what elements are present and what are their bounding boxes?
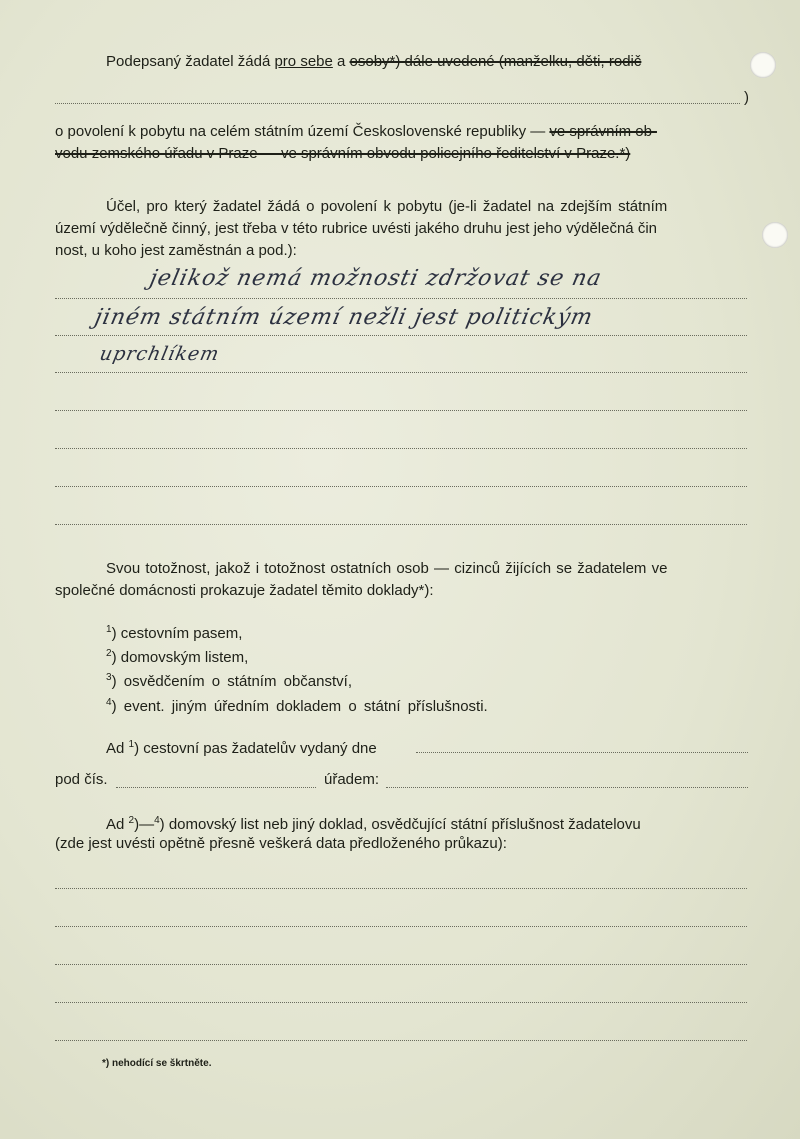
passport-office-field[interactable] (386, 787, 748, 788)
handwritten-pro-sebe: pro sebe (274, 53, 333, 70)
fill-line (55, 964, 747, 965)
fill-line (55, 888, 747, 889)
passport-date-field[interactable] (416, 752, 748, 753)
struck-text: ve správním ob- (549, 123, 657, 140)
struck-text: osoby*) dále uvedené (manželku, děti, rodič (349, 53, 642, 70)
fill-line (55, 298, 747, 299)
domicile-line1: Ad $^2$)—$^4$) domovský list neb jiný doklad, osvědčující státní příslušnost žadatelovu (106, 815, 641, 833)
punch-hole-top (750, 52, 776, 78)
fill-line (55, 1002, 747, 1003)
para1-close-paren: ) (744, 89, 749, 106)
fill-line (55, 1040, 747, 1041)
passport-line2b: úřadem: (324, 771, 380, 788)
fill-line (55, 410, 747, 411)
para1-line4: vodu zemského úřadu v Praze — ve správním obvodu policejního ředitelství v Praze.*) (55, 145, 631, 162)
fill-line (55, 448, 747, 449)
document-item: $^2$) domovským listem, (106, 648, 249, 666)
handwriting-line1: jelikož nemá možnosti zdržovat se na (147, 266, 605, 291)
punch-hole-mid (762, 222, 788, 248)
handwriting-line3: uprchlíkem (97, 343, 222, 365)
para1-line1: Podepsaný žadatel žádá pro sebe a osoby*) dále uvedené (manželku, děti, rodič (106, 53, 642, 70)
handwriting-line2: jiném státním území nežli jest politickým (92, 305, 596, 330)
passport-number-field[interactable] (116, 787, 316, 788)
fill-line (55, 103, 740, 104)
document-item: $^3$) osvědčením o státním občanství, (106, 672, 352, 690)
passport-line2a: pod čís. (55, 771, 108, 788)
footnote: *) nehodící se škrtněte. (102, 1058, 212, 1069)
para2-line1: Účel, pro který žadatel žádá o povolení k pobytu (je-li žadatel na zdejším státním (106, 198, 668, 215)
para1-line3: o povolení k pobytu na celém státním území Československé republiky — ve správním ob- (55, 123, 657, 140)
fill-line (55, 524, 747, 525)
document-item: $^1$) cestovním pasem, (106, 624, 243, 642)
para2-line3: nost, u koho jest zaměstnán a pod.): (55, 242, 297, 259)
passport-line1: Ad $^1$) cestovní pas žadatelův vydaný dne (106, 739, 377, 757)
para3-line2: společné domácnosti prokazuje žadatel těmito doklady*): (55, 582, 434, 599)
fill-line (55, 486, 747, 487)
domicile-line2: (zde jest uvésti opětně přesně veškerá data předloženého průkazu): (55, 835, 507, 852)
fill-line (55, 926, 747, 927)
fill-line (55, 335, 747, 336)
para3-line1: Svou totožnost, jakož i totožnost ostatních osob — cizinců žijících se žadatelem ve (106, 560, 668, 577)
fill-line (55, 372, 747, 373)
para2-line2: území výdělečně činný, jest třeba v této rubrice uvésti jakého druhu jest jeho výdělečná čin (55, 220, 657, 237)
document-item: $^4$) event. jiným úředním dokladem o státní příslušnosti. (106, 697, 488, 715)
